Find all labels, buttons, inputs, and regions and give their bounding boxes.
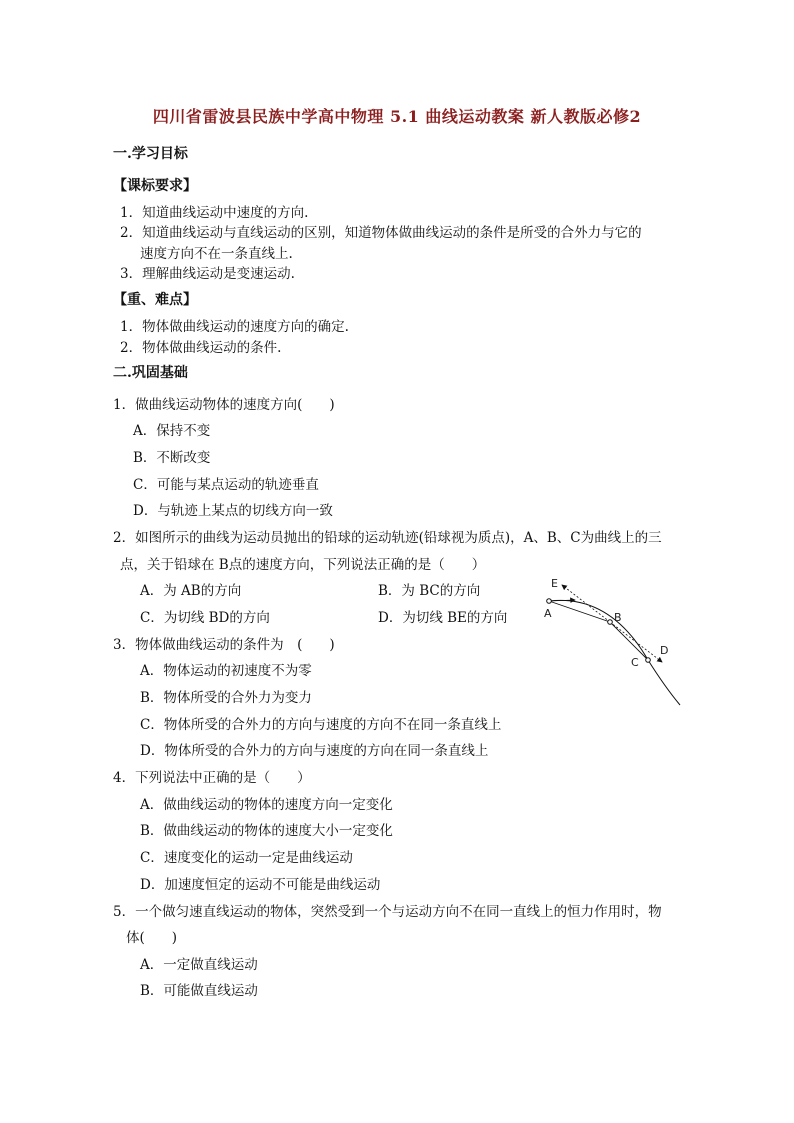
- section-learning-goals: 一.学习目标: [113, 146, 188, 162]
- q2-stem-line1: 2．如图所示的曲线为运动员抛出的铅球的运动轨迹(铅球视为质点)，A、B、C为曲线上的三: [113, 530, 662, 546]
- chord-ab: [549, 601, 610, 622]
- q1-option-c: C．可能与某点运动的轨迹垂直: [133, 477, 319, 493]
- q4-option-b: B．做曲线运动的物体的速度大小一定变化: [140, 823, 393, 839]
- trajectory-figure: [535, 574, 690, 710]
- q4-option-d: D．加速度恒定的运动不可能是曲线运动: [140, 877, 381, 893]
- q3-option-a: A．物体运动的初速度不为零: [140, 663, 312, 679]
- q3-option-b: B．物体所受的合外力为变力: [140, 690, 312, 706]
- q3-option-c: C．物体所受的合外力的方向与速度的方向不在同一条直线上: [140, 717, 502, 733]
- q3-stem: 3．物体做曲线运动的条件为 ( ): [113, 637, 335, 653]
- q2-option-a: A．为 AB的方向: [140, 583, 242, 599]
- point-a: [547, 599, 552, 604]
- q4-stem: 4．下列说法中正确的是（ ）: [113, 770, 311, 786]
- zhongnan-item-2: 2．物体做曲线运动的条件.: [120, 340, 282, 356]
- q1-option-b: B．不断改变: [133, 450, 211, 466]
- q2-option-c: C．为切线 BD的方向: [140, 610, 270, 626]
- q2-stem-line2: 点，关于铅球在 B点的速度方向，下列说法正确的是（ ）: [120, 557, 486, 573]
- q3-option-d: D．物体所受的合外力的方向与速度的方向在同一条直线上: [140, 743, 489, 759]
- kebiao-item-2-cont: 速度方向不在一条直线上.: [140, 246, 293, 262]
- label-b: B: [614, 611, 622, 624]
- q1-option-a: A．保持不变: [133, 423, 211, 439]
- q1-stem: 1．做曲线运动物体的速度方向( ): [113, 397, 335, 413]
- kebiao-item-1: 1．知道曲线运动中速度的方向.: [120, 205, 309, 221]
- tangent-be: [562, 585, 610, 622]
- q5-stem-line1: 5．一个做匀速直线运动的物体，突然受到一个与运动方向不在同一直线上的恒力作用时，物: [113, 904, 662, 920]
- point-b: [608, 620, 613, 625]
- label-a: A: [544, 607, 552, 620]
- kebiao-item-2: 2．知道曲线运动与直线运动的区别，知道物体做曲线运动的条件是所受的合外力与它的: [120, 225, 642, 241]
- kebiao-item-3: 3．理解曲线运动是变速运动.: [120, 266, 295, 282]
- q5-option-b: B．可能做直线运动: [140, 983, 258, 999]
- q2-option-d: D．为切线 BE的方向: [378, 610, 508, 626]
- q4-option-a: A．做曲线运动的物体的速度方向一定变化: [140, 797, 393, 813]
- label-e: E: [551, 577, 558, 590]
- zhongnan-header: 【重、难点】: [113, 292, 197, 308]
- q1-option-d: D．与轨迹上某点的切线方向一致: [133, 503, 333, 519]
- label-c: C: [631, 656, 639, 669]
- page-title: 四川省雷波县民族中学高中物理 5.1 曲线运动教案 新人教版必修2: [152, 107, 642, 126]
- zhongnan-item-1: 1．物体做曲线运动的速度方向的确定.: [120, 319, 349, 335]
- q5-option-a: A．一定做直线运动: [140, 957, 258, 973]
- chord-bc: [610, 622, 648, 660]
- q2-option-b: B．为 BC的方向: [378, 583, 481, 599]
- q4-option-c: C．速度变化的运动一定是曲线运动: [140, 850, 353, 866]
- section-basics: 二.巩固基础: [113, 365, 188, 381]
- point-c: [646, 658, 651, 663]
- kebiao-header: 【课标要求】: [113, 178, 197, 194]
- label-d: D: [660, 644, 669, 657]
- q5-stem-line2: 体( ): [126, 930, 178, 946]
